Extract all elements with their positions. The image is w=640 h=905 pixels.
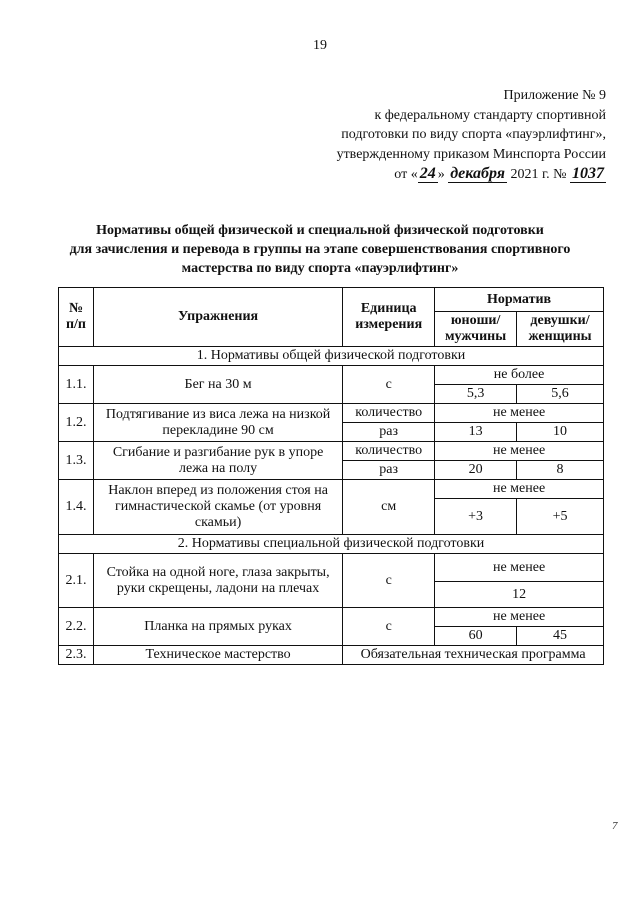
table-row <box>59 366 604 385</box>
header-standard: Норматив <box>435 288 604 312</box>
value-women: +5 <box>517 499 604 535</box>
row-number: 2.3. <box>59 646 94 665</box>
table-row <box>59 646 604 665</box>
condition-cell: не менее <box>435 608 604 627</box>
table-header-row <box>59 288 604 312</box>
header-exercises: Упражнения <box>93 288 342 347</box>
table-row <box>59 442 604 461</box>
unit-cell: раз <box>343 423 435 442</box>
table-row <box>59 480 604 499</box>
unit-cell: раз <box>343 461 435 480</box>
row-number: 2.2. <box>59 608 94 646</box>
header-unit: Единица измерения <box>343 288 435 347</box>
value-women: 45 <box>517 627 604 646</box>
condition-cell: не более <box>435 366 604 385</box>
header-girls-women: девушки/ женщины <box>517 312 604 347</box>
header-boys-men: юноши/ мужчины <box>435 312 517 347</box>
unit-cell: количество <box>343 404 435 423</box>
title-line: для зачисления и перевода в группы на этапе совершенствования спортивного <box>69 242 571 257</box>
value-men: 13 <box>435 423 517 442</box>
section-row <box>59 535 604 554</box>
handwritten-day: 24 <box>419 165 436 182</box>
value-women: 5,6 <box>517 385 604 404</box>
table-row <box>59 608 604 627</box>
table-row <box>59 404 604 423</box>
row-number: 1.3. <box>59 442 94 480</box>
value-women: 10 <box>517 423 604 442</box>
unit-cell: см <box>343 480 435 535</box>
table-row <box>59 554 604 582</box>
condition-cell: не менее <box>435 480 604 499</box>
unit-cell: с <box>343 366 435 404</box>
annex-line: подготовки по виду спорта «пауэрлифтинг», <box>341 127 606 142</box>
row-number: 1.4. <box>59 480 94 535</box>
value-women: 8 <box>517 461 604 480</box>
program-cell: Обязательная техническая программа <box>343 646 604 665</box>
date-mid: » <box>437 167 449 182</box>
annex-line: к федеральному стандарту спортивной <box>374 107 606 123</box>
section-general: 1. Нормативы общей физической подготовки <box>59 347 604 366</box>
value-common: 12 <box>435 582 604 608</box>
exercise-cell: Наклон вперед из положения стоя на гимнастической скамье (от уровня скамьи) <box>93 480 342 535</box>
handwritten-month: декабря <box>450 165 505 182</box>
section-special: 2. Нормативы специальной физической подготовки <box>59 535 604 554</box>
condition-cell: не менее <box>435 404 604 423</box>
value-men: 5,3 <box>435 385 517 404</box>
exercise-cell: Планка на прямых руках <box>93 608 342 646</box>
exercise-cell: Подтягивание из виса лежа на низкой перекладине 90 см <box>93 404 342 442</box>
exercise-cell: Сгибание и разгибание рук в упоре лежа на полу <box>93 442 342 480</box>
value-men: 20 <box>435 461 517 480</box>
date-prefix: от « <box>394 167 418 182</box>
section-row <box>59 347 604 366</box>
condition-cell: не менее <box>435 554 604 582</box>
unit-cell: с <box>343 608 435 646</box>
unit-cell: количество <box>343 442 435 461</box>
annex-block <box>306 86 606 185</box>
page-number: 19 <box>313 38 327 53</box>
corner-mark: 7 <box>612 820 618 832</box>
exercise-cell: Техническое мастерство <box>93 646 342 665</box>
row-number: 1.1. <box>59 366 94 404</box>
unit-cell: с <box>343 554 435 608</box>
annex-date-line <box>306 164 606 185</box>
value-men: +3 <box>435 499 517 535</box>
date-year: 2021 г. № <box>506 167 570 182</box>
annex-title: Приложение № 9 <box>503 88 606 103</box>
standards-table <box>58 287 604 665</box>
condition-cell: не менее <box>435 442 604 461</box>
annex-line: утвержденному приказом Минспорта России <box>336 146 606 162</box>
header-number: № п/п <box>59 288 94 347</box>
handwritten-order-number: 1037 <box>572 165 604 182</box>
document-title <box>40 221 600 278</box>
exercise-cell: Стойка на одной ноге, глаза закрыты, руки скрещены, ладони на плечах <box>93 554 342 608</box>
exercise-cell: Бег на 30 м <box>93 366 342 404</box>
title-line: Нормативы общей физической и специальной физической подготовки <box>96 223 544 238</box>
title-line: мастерства по виду спорта «пауэрлифтинг» <box>181 261 459 276</box>
row-number: 2.1. <box>59 554 94 608</box>
value-men: 60 <box>435 627 517 646</box>
row-number: 1.2. <box>59 404 94 442</box>
